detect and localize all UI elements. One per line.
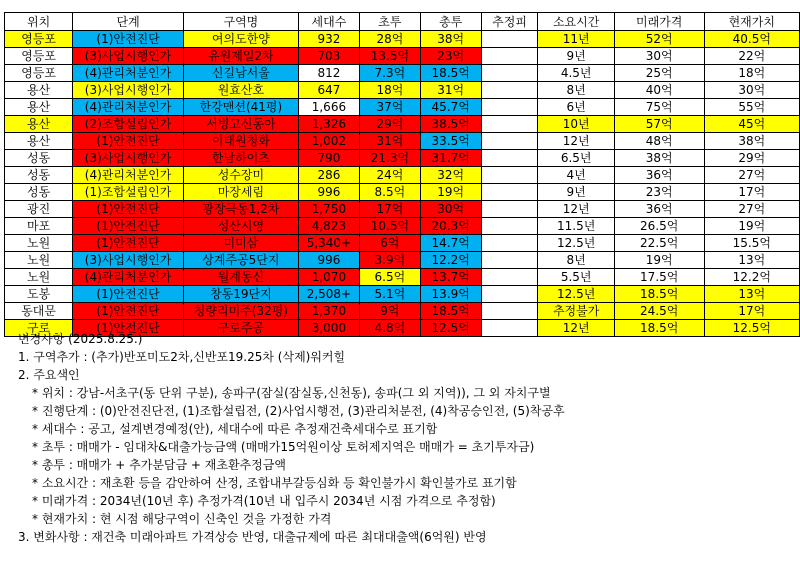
cell-time-required[interactable]: 11.5년 [538, 218, 614, 235]
cell-initial-investment[interactable]: 9억 [359, 303, 420, 320]
cell-estimated-premium[interactable] [481, 48, 538, 65]
header-row [5, 13, 800, 31]
cell-stage[interactable]: (1)안전진단 [73, 201, 184, 218]
cell-stage[interactable]: (4)관리처분인가 [73, 269, 184, 286]
cell-time-required[interactable]: 8년 [538, 252, 614, 269]
table-row [5, 116, 800, 133]
cell-present-value[interactable]: 27억 [704, 201, 799, 218]
cell-zone-name[interactable]: 구로주공 [183, 320, 298, 337]
header-future-price[interactable]: 미래가격 [614, 13, 704, 31]
cell-present-value[interactable]: 13억 [704, 286, 799, 303]
cell-zone-name[interactable]: 성수장미 [183, 167, 298, 184]
cell-stage[interactable]: (1)안전진단 [73, 235, 184, 252]
apartment-reconstruction-table [4, 12, 800, 337]
cell-present-value[interactable]: 27억 [704, 167, 799, 184]
cell-households[interactable]: 3,000 [298, 320, 359, 337]
cell-future-price[interactable]: 36억 [614, 167, 704, 184]
cell-location[interactable]: 영등포 [5, 48, 73, 65]
cell-stage[interactable]: (4)관리처분인가 [73, 167, 184, 184]
cell-future-price[interactable]: 38억 [614, 150, 704, 167]
cell-future-price[interactable]: 52억 [614, 31, 704, 48]
cell-present-value[interactable]: 12.2억 [704, 269, 799, 286]
cell-zone-name[interactable]: 이태원청화 [183, 133, 298, 150]
cell-stage[interactable]: (2)조합설립인가 [73, 116, 184, 133]
cell-households[interactable]: 1,326 [298, 116, 359, 133]
cell-time-required[interactable]: 11년 [538, 31, 614, 48]
cell-present-value[interactable]: 30억 [704, 82, 799, 99]
cell-future-price[interactable]: 36억 [614, 201, 704, 218]
cell-total-investment[interactable]: 32억 [420, 167, 481, 184]
cell-zone-name[interactable]: 광장극동1,2차 [183, 201, 298, 218]
cell-stage[interactable]: (1)안전진단 [73, 218, 184, 235]
cell-total-investment[interactable]: 13.9억 [420, 286, 481, 303]
cell-estimated-premium[interactable] [481, 218, 538, 235]
header-initial-investment[interactable]: 초투 [359, 13, 420, 31]
cell-total-investment[interactable]: 12.2억 [420, 252, 481, 269]
cell-households[interactable]: 703 [298, 48, 359, 65]
notes-bullet: * 세대수 : 공고, 설계변경예정(안), 세대수에 따른 추정재건축세대수로 표기함 [32, 422, 438, 436]
cell-present-value[interactable]: 18억 [704, 65, 799, 82]
cell-present-value[interactable]: 40.5억 [704, 31, 799, 48]
cell-initial-investment[interactable]: 29억 [359, 116, 420, 133]
cell-initial-investment[interactable]: 28억 [359, 31, 420, 48]
cell-time-required[interactable]: 9년 [538, 184, 614, 201]
cell-total-investment[interactable]: 23억 [420, 48, 481, 65]
cell-total-investment[interactable]: 18.5억 [420, 65, 481, 82]
cell-total-investment[interactable]: 33.5억 [420, 133, 481, 150]
cell-zone-name[interactable]: 마장세림 [183, 184, 298, 201]
cell-zone-name[interactable]: 성산시영 [183, 218, 298, 235]
cell-present-value[interactable]: 13억 [704, 252, 799, 269]
cell-location[interactable]: 광진 [5, 201, 73, 218]
table-row [5, 65, 800, 82]
cell-estimated-premium[interactable] [481, 252, 538, 269]
cell-initial-investment[interactable]: 37억 [359, 99, 420, 116]
header-households[interactable]: 세대수 [298, 13, 359, 31]
cell-zone-name[interactable]: 신길남서울 [183, 65, 298, 82]
cell-initial-investment[interactable]: 3.9억 [359, 252, 420, 269]
cell-time-required[interactable]: 추정불가 [538, 303, 614, 320]
cell-present-value[interactable]: 29억 [704, 150, 799, 167]
notes-item-1: 1. 구역추가 : (추가)반포미도2차,신반포19.25차 (삭제)워커힐 [18, 350, 346, 364]
cell-location[interactable]: 용산 [5, 82, 73, 99]
cell-time-required[interactable]: 12년 [538, 320, 614, 337]
table-row [5, 167, 800, 184]
cell-estimated-premium[interactable] [481, 303, 538, 320]
cell-location[interactable]: 노원 [5, 269, 73, 286]
header-time-required[interactable]: 소요시간 [538, 13, 614, 31]
change-notes [18, 330, 565, 546]
cell-estimated-premium[interactable] [481, 167, 538, 184]
cell-households[interactable]: 2,508+ [298, 286, 359, 303]
cell-estimated-premium[interactable] [481, 82, 538, 99]
cell-location[interactable]: 마포 [5, 218, 73, 235]
cell-stage[interactable]: (1)안전진단 [73, 286, 184, 303]
cell-total-investment[interactable]: 38.5억 [420, 116, 481, 133]
cell-households[interactable]: 286 [298, 167, 359, 184]
notes-bullet: * 초투 : 매매가 - 임대차&대출가능금액 (매매가15억원이상 토허제지역은 매매가 = 초기투자금) [32, 440, 535, 454]
cell-estimated-premium[interactable] [481, 133, 538, 150]
cell-estimated-premium[interactable] [481, 269, 538, 286]
table-row [5, 269, 800, 286]
cell-households[interactable]: 996 [298, 184, 359, 201]
cell-estimated-premium[interactable] [481, 150, 538, 167]
cell-present-value[interactable]: 22억 [704, 48, 799, 65]
table-row [5, 150, 800, 167]
table-row [5, 31, 800, 48]
cell-present-value[interactable]: 38억 [704, 133, 799, 150]
header-zone-name[interactable]: 구역명 [183, 13, 298, 31]
cell-present-value[interactable]: 19억 [704, 218, 799, 235]
cell-stage[interactable]: (1)안전진단 [73, 133, 184, 150]
cell-future-price[interactable]: 25억 [614, 65, 704, 82]
table-row [5, 303, 800, 320]
header-present-value[interactable]: 현재가치 [704, 13, 799, 31]
cell-households[interactable]: 1,750 [298, 201, 359, 218]
cell-initial-investment[interactable]: 7.3억 [359, 65, 420, 82]
cell-estimated-premium[interactable] [481, 99, 538, 116]
cell-location[interactable]: 구로 [5, 320, 73, 337]
cell-stage[interactable]: (4)관리처분인가 [73, 99, 184, 116]
cell-total-investment[interactable]: 13.7억 [420, 269, 481, 286]
cell-stage[interactable]: (1)안전진단 [73, 320, 184, 337]
cell-future-price[interactable]: 57억 [614, 116, 704, 133]
cell-time-required[interactable]: 12년 [538, 133, 614, 150]
cell-future-price[interactable]: 17.5억 [614, 269, 704, 286]
cell-initial-investment[interactable]: 10.5억 [359, 218, 420, 235]
cell-estimated-premium[interactable] [481, 65, 538, 82]
notes-item-2: 2. 주요색인 [18, 368, 80, 382]
cell-time-required[interactable]: 12년 [538, 201, 614, 218]
header-estimated-premium[interactable]: 추정피 [481, 13, 538, 31]
notes-bullet: * 소요시간 : 재초환 등을 감안하여 산정, 조합내부갈등심화 등 확인불가시 확인불가로 표기함 [32, 476, 517, 490]
cell-total-investment[interactable]: 31억 [420, 82, 481, 99]
cell-initial-investment[interactable]: 13.5억 [359, 48, 420, 65]
cell-present-value[interactable]: 55억 [704, 99, 799, 116]
cell-households[interactable]: 1,002 [298, 133, 359, 150]
header-stage[interactable]: 단계 [73, 13, 184, 31]
table-body [5, 31, 800, 337]
cell-zone-name[interactable]: 미미삼 [183, 235, 298, 252]
cell-stage[interactable]: (1)안전진단 [73, 31, 184, 48]
cell-total-investment[interactable]: 45.7억 [420, 99, 481, 116]
notes-bullet: * 진행단계 : (0)안전진단전, (1)조합설립전, (2)사업시행전, (3)관리처분전, (4)착공승인전, (5)착공후 [32, 404, 565, 418]
cell-location[interactable]: 용산 [5, 116, 73, 133]
cell-time-required[interactable]: 8년 [538, 82, 614, 99]
cell-households[interactable]: 996 [298, 252, 359, 269]
cell-zone-name[interactable]: 한강맨션(41평) [183, 99, 298, 116]
cell-present-value[interactable]: 15.5억 [704, 235, 799, 252]
cell-initial-investment[interactable]: 31억 [359, 133, 420, 150]
cell-estimated-premium[interactable] [481, 116, 538, 133]
cell-initial-investment[interactable]: 17억 [359, 201, 420, 218]
header-total-investment[interactable]: 총투 [420, 13, 481, 31]
notes-bullet: * 위치 : 강남-서초구(동 단위 구분), 송파구(잠실(잠실동,신천동), 송파(그 외 지역)), 그 외 자치구별 [32, 386, 551, 400]
cell-future-price[interactable]: 23억 [614, 184, 704, 201]
cell-zone-name[interactable]: 여의도한양 [183, 31, 298, 48]
cell-households[interactable]: 1,370 [298, 303, 359, 320]
table-row [5, 235, 800, 252]
cell-total-investment[interactable]: 38억 [420, 31, 481, 48]
cell-zone-name[interactable]: 서빙고신동아 [183, 116, 298, 133]
cell-total-investment[interactable]: 30억 [420, 201, 481, 218]
cell-initial-investment[interactable]: 6.5억 [359, 269, 420, 286]
table-row [5, 184, 800, 201]
cell-stage[interactable]: (3)사업시행인가 [73, 252, 184, 269]
cell-future-price[interactable]: 19억 [614, 252, 704, 269]
cell-location[interactable]: 성동 [5, 184, 73, 201]
cell-time-required[interactable]: 5.5년 [538, 269, 614, 286]
notes-bullet: * 미래가격 : 2034년(10년 후) 추정가격(10년 내 입주시 2034년 시점 가격으로 추정함) [32, 494, 496, 508]
table-row [5, 218, 800, 235]
cell-time-required[interactable]: 6년 [538, 99, 614, 116]
cell-present-value[interactable]: 12.5억 [704, 320, 799, 337]
cell-future-price[interactable]: 18.5억 [614, 320, 704, 337]
cell-future-price[interactable]: 30억 [614, 48, 704, 65]
cell-location[interactable]: 노원 [5, 235, 73, 252]
cell-time-required[interactable]: 12.5년 [538, 286, 614, 303]
cell-location[interactable]: 동대문 [5, 303, 73, 320]
cell-future-price[interactable]: 18.5억 [614, 286, 704, 303]
table-row [5, 201, 800, 218]
cell-households[interactable]: 812 [298, 65, 359, 82]
cell-stage[interactable]: (3)사업시행인가 [73, 48, 184, 65]
cell-time-required[interactable]: 9년 [538, 48, 614, 65]
cell-zone-name[interactable]: 청량리미주(32평) [183, 303, 298, 320]
cell-location[interactable]: 용산 [5, 99, 73, 116]
cell-estimated-premium[interactable] [481, 31, 538, 48]
table-row [5, 48, 800, 65]
cell-present-value[interactable]: 17억 [704, 303, 799, 320]
cell-initial-investment[interactable]: 6억 [359, 235, 420, 252]
cell-zone-name[interactable]: 창동19단지 [183, 286, 298, 303]
cell-location[interactable]: 도봉 [5, 286, 73, 303]
header-location[interactable]: 위치 [5, 13, 73, 31]
cell-zone-name[interactable]: 유원제일2차 [183, 48, 298, 65]
cell-time-required[interactable]: 4.5년 [538, 65, 614, 82]
cell-initial-investment[interactable]: 18억 [359, 82, 420, 99]
notes-bullet: * 현재가치 : 현 시점 해당구역이 신축인 것을 가정한 가격 [32, 512, 332, 526]
cell-future-price[interactable]: 24.5억 [614, 303, 704, 320]
cell-time-required[interactable]: 12.5년 [538, 235, 614, 252]
cell-location[interactable]: 성동 [5, 167, 73, 184]
cell-location[interactable]: 영등포 [5, 65, 73, 82]
cell-present-value[interactable]: 45억 [704, 116, 799, 133]
cell-households[interactable]: 5,340+ [298, 235, 359, 252]
cell-zone-name[interactable]: 원효산호 [183, 82, 298, 99]
cell-location[interactable]: 영등포 [5, 31, 73, 48]
table-row [5, 82, 800, 99]
cell-future-price[interactable]: 48억 [614, 133, 704, 150]
notes-item-3: 3. 변화사항 : 재건축 미래아파트 가격상승 반영, 대출규제에 따른 최대대출액(6억원) 반영 [18, 530, 487, 544]
cell-zone-name[interactable]: 월계동신 [183, 269, 298, 286]
cell-stage[interactable]: (4)관리처분인가 [73, 65, 184, 82]
cell-households[interactable]: 4,823 [298, 218, 359, 235]
cell-time-required[interactable]: 6.5년 [538, 150, 614, 167]
cell-total-investment[interactable]: 14.7억 [420, 235, 481, 252]
notes-bullet: * 총투 : 매매가 + 추가분담금 + 재초환추정금액 [32, 458, 286, 472]
cell-estimated-premium[interactable] [481, 235, 538, 252]
cell-households[interactable]: 790 [298, 150, 359, 167]
cell-location[interactable]: 용산 [5, 133, 73, 150]
cell-households[interactable]: 1,666 [298, 99, 359, 116]
cell-zone-name[interactable]: 한남하이츠 [183, 150, 298, 167]
cell-initial-investment[interactable]: 5.1억 [359, 286, 420, 303]
cell-initial-investment[interactable]: 8.5억 [359, 184, 420, 201]
cell-present-value[interactable]: 17억 [704, 184, 799, 201]
cell-stage[interactable]: (1)안전진단 [73, 303, 184, 320]
cell-stage[interactable]: (1)조합설립인가 [73, 184, 184, 201]
cell-initial-investment[interactable]: 21.3억 [359, 150, 420, 167]
cell-future-price[interactable]: 26.5억 [614, 218, 704, 235]
cell-location[interactable]: 성동 [5, 150, 73, 167]
cell-households[interactable]: 1,070 [298, 269, 359, 286]
cell-time-required[interactable]: 10년 [538, 116, 614, 133]
cell-initial-investment[interactable]: 24억 [359, 167, 420, 184]
cell-total-investment[interactable]: 12.5억 [420, 320, 481, 337]
cell-future-price[interactable]: 75억 [614, 99, 704, 116]
cell-households[interactable]: 932 [298, 31, 359, 48]
cell-total-investment[interactable]: 18.5억 [420, 303, 481, 320]
cell-total-investment[interactable]: 19억 [420, 184, 481, 201]
cell-zone-name[interactable]: 상계주공5단지 [183, 252, 298, 269]
cell-total-investment[interactable]: 31.7억 [420, 150, 481, 167]
cell-time-required[interactable]: 4년 [538, 167, 614, 184]
table-row [5, 286, 800, 303]
table-row [5, 99, 800, 116]
cell-initial-investment[interactable]: 4.8억 [359, 320, 420, 337]
cell-households[interactable]: 647 [298, 82, 359, 99]
cell-estimated-premium[interactable] [481, 184, 538, 201]
table-row [5, 133, 800, 150]
cell-stage[interactable]: (3)사업시행인가 [73, 82, 184, 99]
cell-stage[interactable]: (3)사업시행인가 [73, 150, 184, 167]
table-row [5, 252, 800, 269]
notes-title: 변경사항 (2025.8.25.) [18, 332, 143, 346]
cell-estimated-premium[interactable] [481, 201, 538, 218]
cell-estimated-premium[interactable] [481, 286, 538, 303]
cell-location[interactable]: 노원 [5, 252, 73, 269]
cell-total-investment[interactable]: 20.3억 [420, 218, 481, 235]
cell-future-price[interactable]: 40억 [614, 82, 704, 99]
cell-future-price[interactable]: 22.5억 [614, 235, 704, 252]
